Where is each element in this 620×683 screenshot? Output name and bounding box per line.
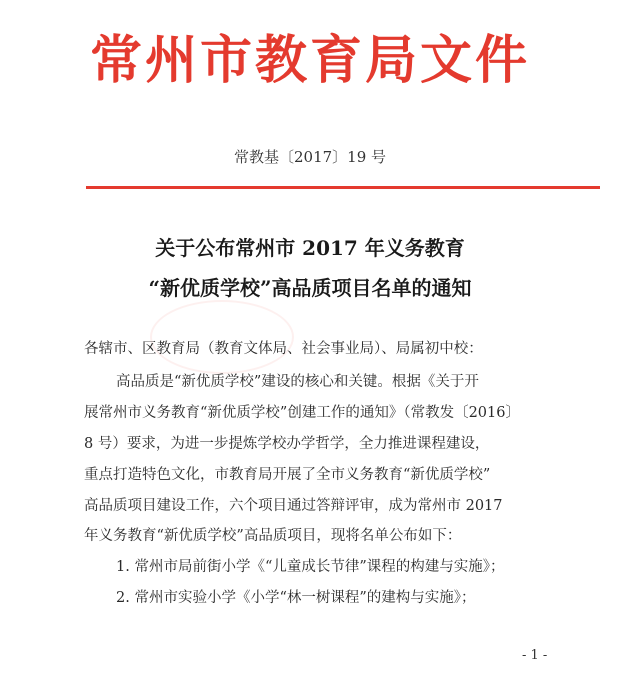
paragraph-line: 年义务教育“新优质学校”高品质项目，现将名单公布如下：	[84, 528, 462, 544]
paragraph-line: 8 号）要求，为进一步提炼学校办学哲学，全力推进课程建设，	[84, 436, 490, 452]
red-divider-line	[86, 186, 600, 189]
document-header-title: 常州市教育局文件	[89, 31, 530, 91]
notice-title-line-1: 关于公布常州市 2017 年义务教育	[155, 236, 465, 260]
document-number: 常教基〔2017〕19 号	[233, 148, 387, 166]
page-number: - 1 -	[522, 648, 548, 663]
salutation: 各辖市、区教育局（教育文体局、社会事业局）、局属初中校：	[84, 341, 483, 357]
paragraph-line: 高品质是“新优质学校”建设的核心和关键。根据《关于开	[116, 374, 479, 390]
paragraph-line: 重点打造特色文化，市教育局开展了全市义务教育“新优质学校”	[84, 467, 491, 483]
faint-seal-mark	[150, 300, 294, 374]
list-item: 1. 常州市局前街小学《“儿童成长节律”课程的构建与实施》；	[116, 559, 505, 575]
list-item: 2. 常州市实验小学《小学“林一树课程”的建构与实施》；	[116, 590, 476, 606]
notice-title-line-2: “新优质学校”高品质项目名单的通知	[148, 276, 472, 300]
paragraph-line: 展常州市义务教育“新优质学校”创建工作的通知》（常教发〔2016〕	[84, 405, 520, 421]
paragraph-line: 高品质项目建设工作，六个项目通过答辩评审，成为常州市 2017	[84, 498, 503, 514]
